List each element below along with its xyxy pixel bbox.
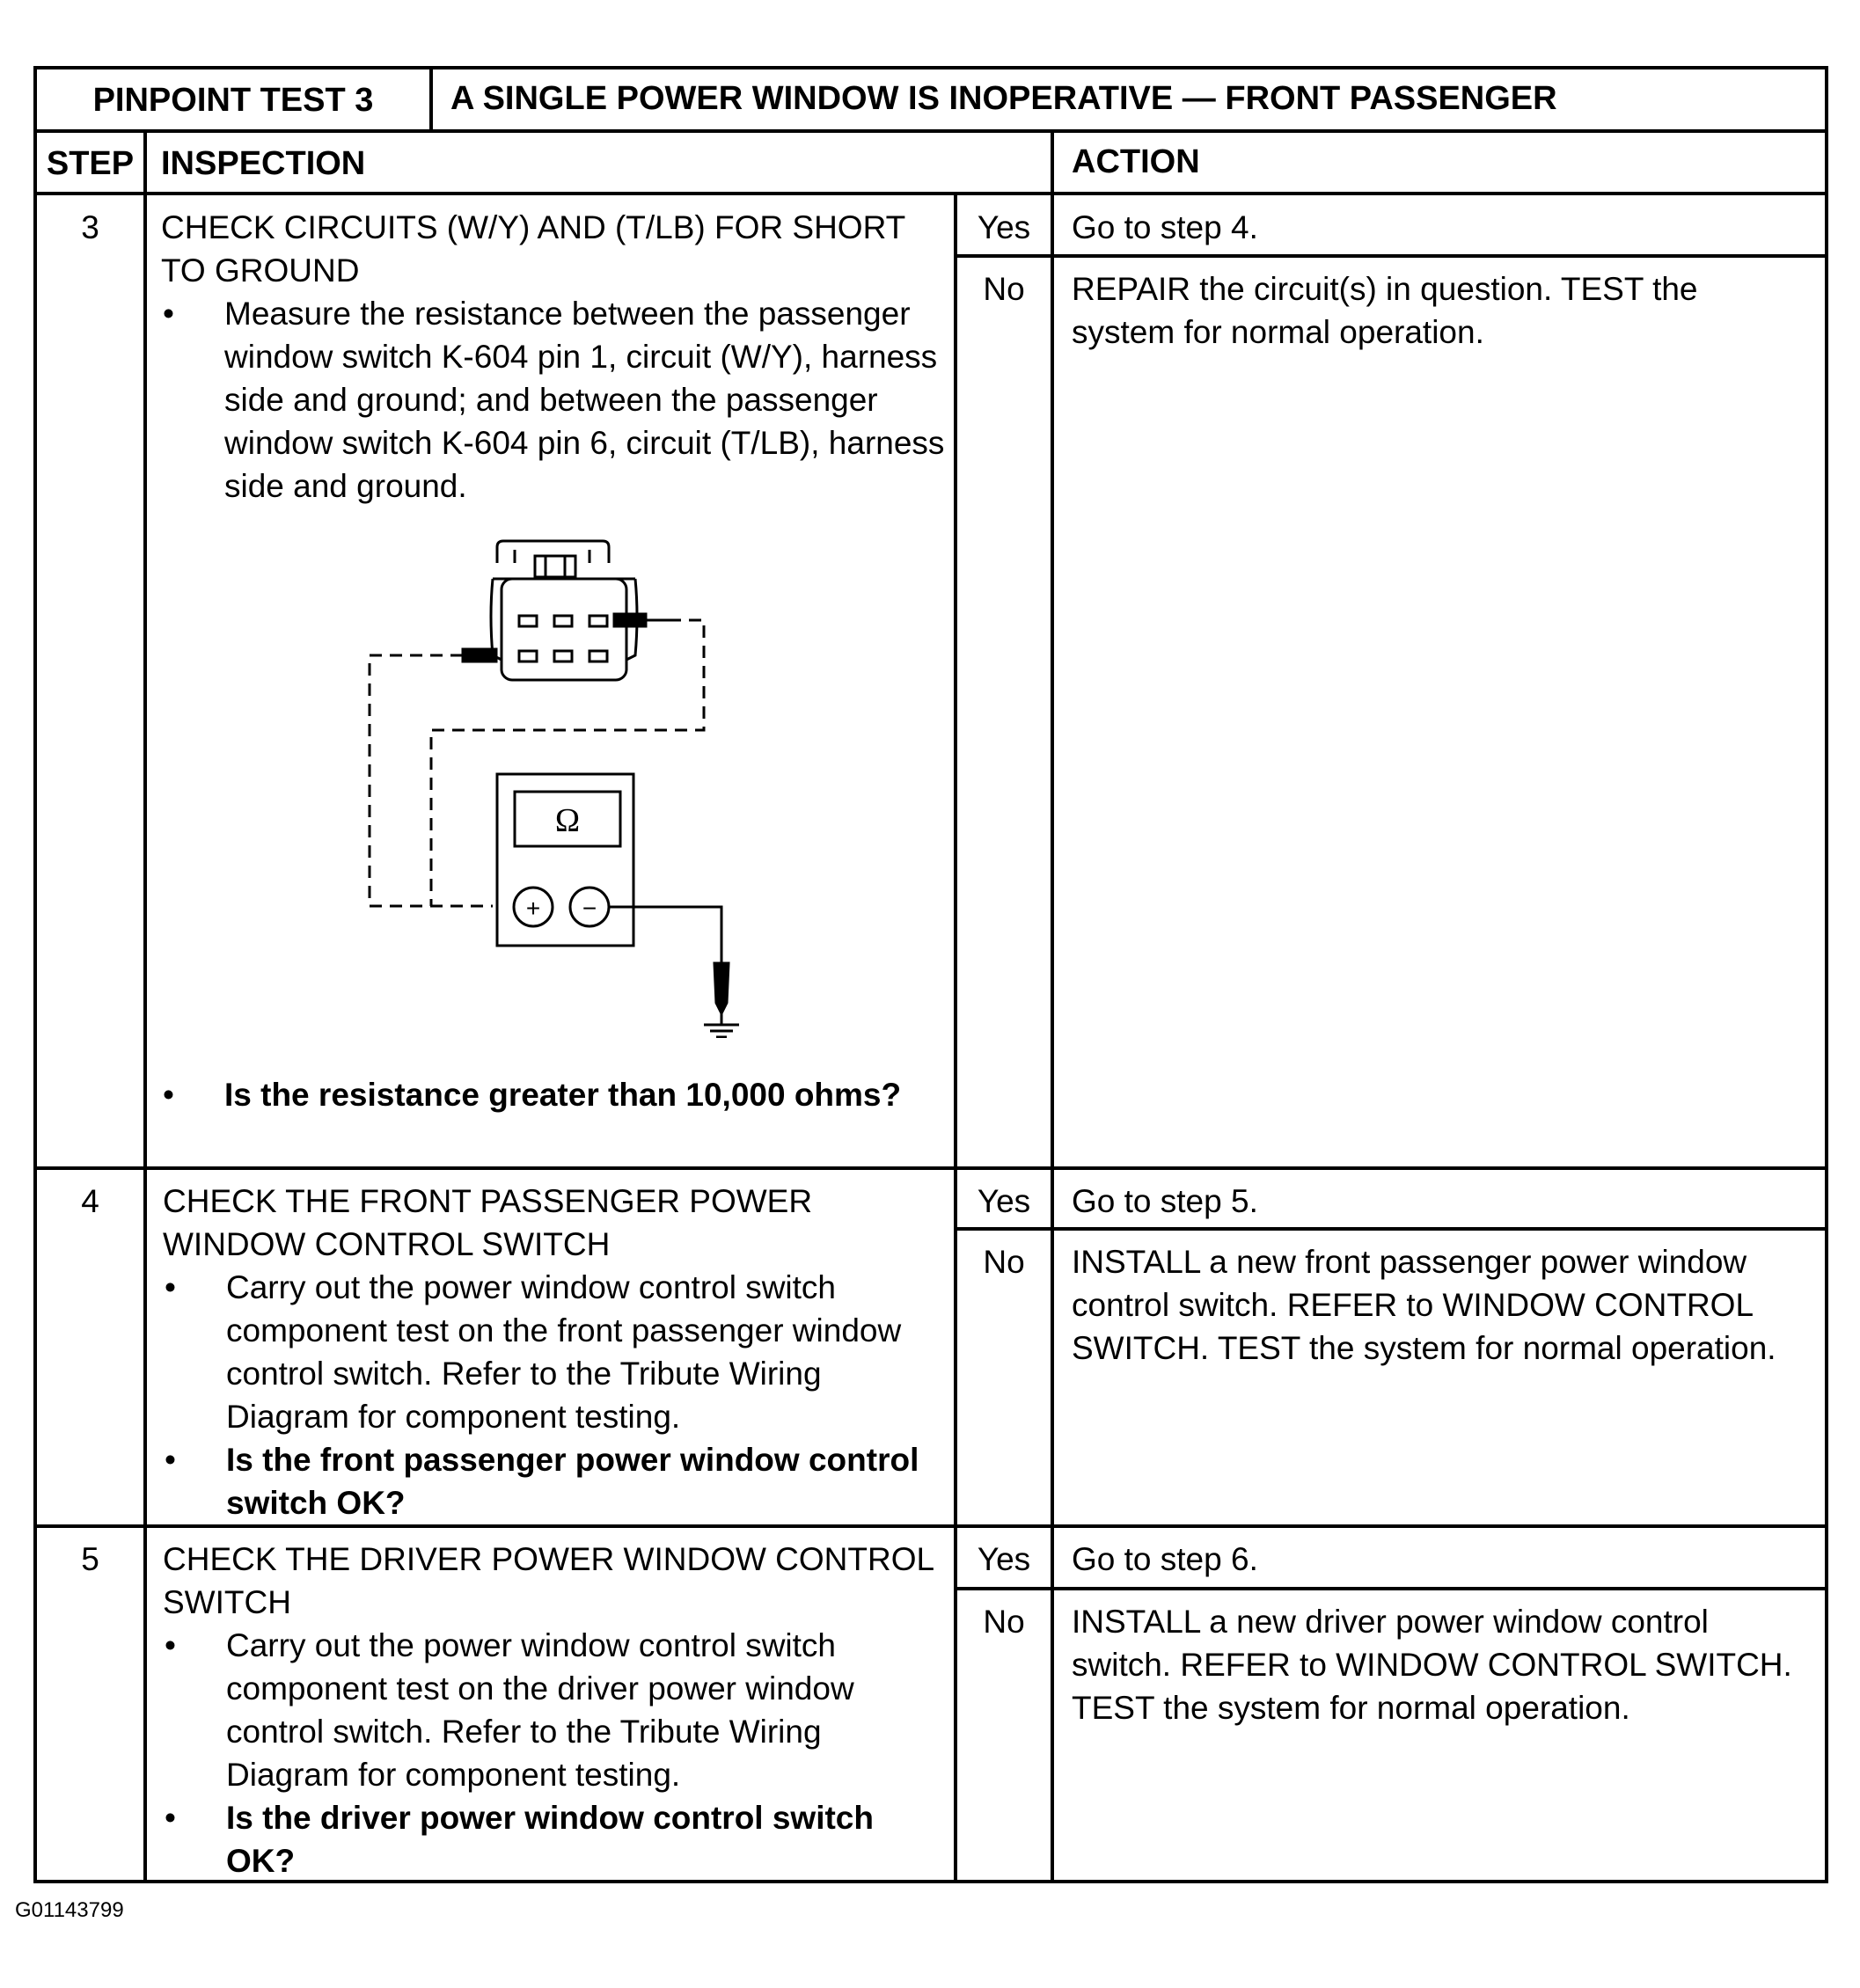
inspection-bullet: • Carry out the power window control switch component test on the driver power window control switch. Refer to the Tribute Wiring Diagram for component testing. <box>165 1627 854 1793</box>
bullet-text: Measure the resistance between the passenger window switch K-604 pin 1, circuit (W/Y), harness side and ground; and between the passenger window switch K-604 pin 6, circuit (T/LB), harness side and ground. <box>224 296 945 504</box>
inspection-title: CHECK THE FRONT PASSENGER POWER WINDOW CONTROL SWITCH <box>163 1183 813 1262</box>
ohmmeter-connection-diagram <box>334 528 792 1038</box>
bullet-text: Carry out the power window control switch component test on the driver power window control switch. Refer to the Tribute Wiring Diagram for component testing. <box>226 1627 854 1793</box>
column-header-step: STEP <box>46 145 135 182</box>
no-action: INSTALL a new driver power window control switch. REFER to WINDOW CONTROL SWITCH. TEST the system for normal operation. <box>1072 1604 1792 1726</box>
inspection-bullet: • Carry out the power window control switch component test on the front passenger window control switch. Refer to the Tribute Wiring Diagram for component testing. <box>165 1269 902 1435</box>
inspection-question: • Is the driver power window control switch OK? <box>165 1800 874 1879</box>
figure-id: G01143799 <box>15 1898 124 1922</box>
step-number: 5 <box>81 1541 99 1577</box>
inspection-cell <box>161 206 948 508</box>
bullet-text: Carry out the power window control switch component test on the front passenger window control switch. Refer to the Tribute Wiring Diagram for component testing. <box>226 1269 902 1435</box>
no-action: REPAIR the circuit(s) in question. TEST the system for normal operation. <box>1072 271 1698 350</box>
yes-label: Yes <box>977 209 1031 245</box>
column-header-action: ACTION <box>1072 143 1200 180</box>
no-label: No <box>983 1604 1025 1640</box>
inspection-cell <box>163 1538 948 1882</box>
yes-action: Go to step 6. <box>1072 1541 1258 1577</box>
question-text: Is the driver power window control switch OK? <box>226 1800 874 1879</box>
inspection-question: • Is the resistance greater than 10,000 ohms? <box>163 1077 902 1113</box>
column-header-inspection: INSPECTION <box>161 145 366 182</box>
ohm-symbol: Ω <box>554 802 581 839</box>
yes-action: Go to step 5. <box>1072 1183 1258 1219</box>
question-text: Is the front passenger power window control switch OK? <box>226 1442 919 1521</box>
test-label: PINPOINT TEST 3 <box>92 82 374 119</box>
inspection-title: CHECK THE DRIVER POWER WINDOW CONTROL SWITCH <box>163 1541 934 1620</box>
inspection-question: • Is the front passenger power window control switch OK? <box>165 1442 919 1521</box>
inspection-cell <box>163 1180 948 1524</box>
test-title: A SINGLE POWER WINDOW IS INOPERATIVE — FRONT PASSENGER <box>450 80 1557 117</box>
yes-label: Yes <box>977 1183 1031 1219</box>
inspection-title: CHECK CIRCUITS (W/Y) AND (T/LB) FOR SHORT TO GROUND <box>161 209 905 289</box>
yes-label: Yes <box>977 1541 1031 1577</box>
yes-action: Go to step 4. <box>1072 209 1258 245</box>
no-label: No <box>983 1244 1025 1280</box>
no-action: INSTALL a new front passenger power window control switch. REFER to WINDOW CONTROL SWITCH. TEST the system for normal operation. <box>1072 1244 1776 1366</box>
inspection-bullet: • Measure the resistance between the passenger window switch K-604 pin 1, circuit (W/Y), harness side and ground; and between the passenger window switch K-604 pin 6, circuit (T/LB), harness side and ground. <box>163 296 945 504</box>
plus-terminal-label: + <box>525 895 541 922</box>
question-text: Is the resistance greater than 10,000 ohms? <box>224 1077 902 1113</box>
minus-terminal-label: − <box>582 895 597 922</box>
no-label: No <box>983 271 1025 307</box>
step-number: 3 <box>81 209 99 245</box>
step-number: 4 <box>81 1183 99 1219</box>
ground-icon <box>704 1025 739 1037</box>
